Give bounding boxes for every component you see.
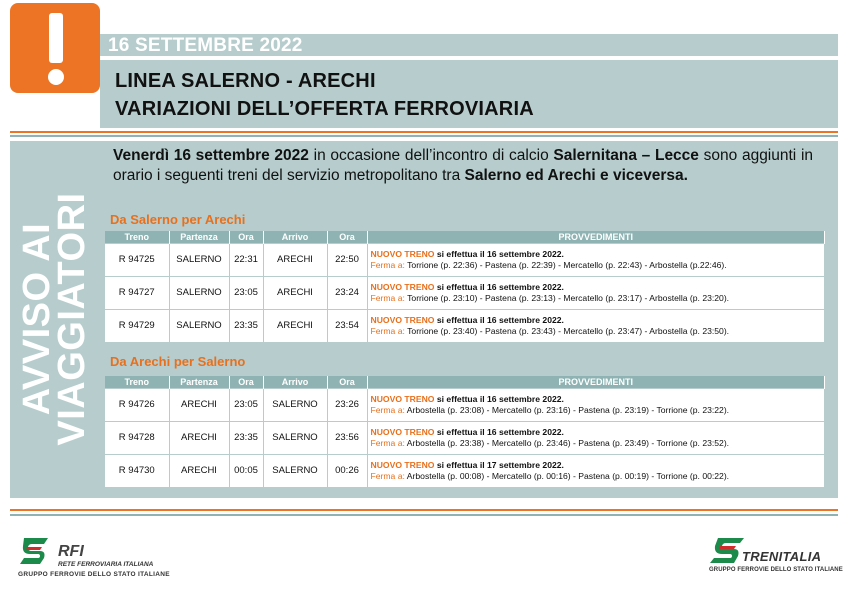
table-row: R 94726 ARECHI 23:05 SALERNO 23:26 NUOVO TRENO si effettua il 16 settembre 2022. Ferma a: Arbostella (p. 23:08) - Mercatello (p. 23:16) - Pastena (p. 23:19) - Torrione (p. 23:22). <box>105 388 825 421</box>
divider-teal <box>10 135 838 137</box>
trenitalia-logo-text: TRENITALIA <box>742 549 822 564</box>
provvedimento: NUOVO TRENO si effettua il 16 settembre 2022. Ferma a: Torrione (p. 22:36) - Pastena (p. 22:39) - Mercatello (p. 22:43) - Arbostella (p.22:46). <box>367 243 825 276</box>
section-title: Da Arechi per Salerno <box>110 354 246 369</box>
rfi-logo-icon <box>18 534 52 568</box>
provvedimento: NUOVO TRENO si effettua il 16 settembre 2022. Ferma a: Torrione (p. 23:40) - Pastena (p. 23:43) - Mercatello (p. 23:47) - Arbostella (p. 23:50). <box>367 309 825 342</box>
timetable-salerno-arechi <box>105 231 825 342</box>
rfi-subtitle: RETE FERROVIARIA ITALIANA <box>58 561 154 568</box>
rfi-group-text: GRUPPO FERROVIE DELLO STATO ITALIANE <box>18 571 170 578</box>
notice-date: 16 SETTEMBRE 2022 <box>108 35 303 56</box>
provvedimento: NUOVO TRENO si effettua il 17 settembre 2022. Ferma a: Arbostella (p. 00:08) - Mercatello (p. 00:16) - Pastena (p. 00:19) - Torrione (p. 00:22). <box>367 454 825 487</box>
table-row: R 94729 SALERNO 23:35 ARECHI 23:54 NUOVO TRENO si effettua il 16 settembre 2022. Ferma a: Torrione (p. 23:40) - Pastena (p. 23:43) - Mercatello (p. 23:47) - Arbostella (p. 23:50). <box>105 309 825 342</box>
provvedimento: NUOVO TRENO si effettua il 16 settembre 2022. Ferma a: Arbostella (p. 23:38) - Mercatello (p. 23:46) - Pastena (p. 23:49) - Torrione (p. 23:52). <box>367 421 825 454</box>
title-line-2: VARIAZIONI DELL’OFFERTA FERROVIARIA <box>115 98 534 120</box>
provvedimento: NUOVO TRENO si effettua il 16 settembre 2022. Ferma a: Arbostella (p. 23:08) - Mercatello (p. 23:16) - Pastena (p. 23:19) - Torrione (p. 23:22). <box>367 388 825 421</box>
table-row: R 94727 SALERNO 23:05 ARECHI 23:24 NUOVO TRENO si effettua il 16 settembre 2022. Ferma a: Torrione (p. 23:10) - Pastena (p. 23:13) - Mercatello (p. 23:17) - Arbostella (p. 23:20). <box>105 276 825 309</box>
provvedimento: NUOVO TRENO si effettua il 16 settembre 2022. Ferma a: Torrione (p. 23:10) - Pastena (p. 23:13) - Mercatello (p. 23:17) - Arbostella (p. 23:20). <box>367 276 825 309</box>
table-row: R 94728 ARECHI 23:35 SALERNO 23:56 NUOVO TRENO si effettua il 16 settembre 2022. Ferma a: Arbostella (p. 23:38) - Mercatello (p. 23:46) - Pastena (p. 23:49) - Torrione (p. 23:52). <box>105 421 825 454</box>
trenitalia-group-text: GRUPPO FERROVIE DELLO STATO ITALIANE <box>709 567 843 573</box>
side-banner <box>10 141 100 498</box>
warning-icon <box>10 3 100 93</box>
timetable-arechi-salerno <box>105 376 825 487</box>
intro-paragraph: Venerdì 16 settembre 2022 in occasione dell’incontro di calcio Salernitana – Lecce sono aggiunti in orario i seguenti treni del servizio metropolitano tra Salerno ed Arechi e viceversa. <box>113 147 814 184</box>
table-row: R 94725 SALERNO 22:31 ARECHI 22:50 NUOVO TRENO si effettua il 16 settembre 2022. Ferma a: Torrione (p. 22:36) - Pastena (p. 22:39) - Mercatello (p. 22:43) - Arbostella (p.22:46). <box>105 243 825 276</box>
section-title: Da Salerno per Arechi <box>110 212 246 227</box>
side-banner-line-2: VIAGGIATORI <box>51 192 93 446</box>
table-header: Treno Partenza Ora Arrivo Ora PROVVEDIMENTI <box>105 376 825 388</box>
table-row: R 94730 ARECHI 00:05 SALERNO 00:26 NUOVO TRENO si effettua il 17 settembre 2022. Ferma a: Arbostella (p. 00:08) - Mercatello (p. 00:16) - Pastena (p. 00:19) - Torrione (p. 00:22). <box>105 454 825 487</box>
title-line-1: LINEA SALERNO - ARECHI <box>115 70 376 92</box>
rfi-logo-text: RFI <box>58 543 84 560</box>
side-banner-line-1: AVVISO AI <box>16 222 58 416</box>
footer-divider-orange <box>10 509 838 511</box>
trenitalia-logo-icon <box>708 536 746 566</box>
footer-divider-teal <box>10 514 838 516</box>
divider-orange <box>10 131 838 133</box>
table-header: Treno Partenza Ora Arrivo Ora PROVVEDIMENTI <box>105 231 825 243</box>
